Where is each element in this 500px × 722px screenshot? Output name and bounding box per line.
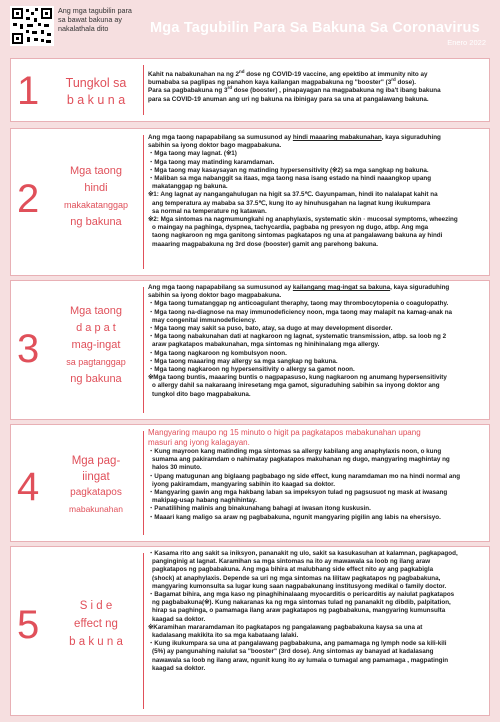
section-divider <box>143 431 144 535</box>
section-title-line: Tungkol sa <box>65 76 127 90</box>
qr-code[interactable] <box>10 6 54 46</box>
section-content: Ang mga taong napapabilang sa sumusunod ay kailangang mag-ingat sa bakuna, kaya siguraduhing sabihin sa iyong doktor bago magpabakuna. ・Mga taong tumatanggap ng anticoagulant theraphy, taong may thrombocytopenia o coagulopathy. ・Mga taong na-diagnose na may immunodeficiency noon, mga taong may malapit na kamag-anak na may congenital immunodeficiency. ・Mga taong may sakit sa puso, bato, atay, sa dugo at may development disorder. ・Mga taong nabakunahan dati at nagkaroon ng lagnat, systematic transmission, atbp. sa loob ng 2 araw pagkatapos mabakunahan, mga sintomas ng hinihinalang mga allergy. ・Mga taong nagkaroon ng kombulsyon noon. ・Mga taong maaaring may allergy sa mga sangkap ng bakuna. ・Mga taong nagkaroon ng hypersensitivity o allergy sa gamot noon. ※Mga taong buntis, maaaring buntis o nagpapasuso, kung nagkaroon ng anumang hypersensitivity o allergy dahil sa nakaraang iniresetang mga gamot, siguraduhing sabihin sa inyong doktor ang tungkol dito bago magpabakuna. <box>148 284 453 398</box>
section-title <box>57 453 135 517</box>
section-title-line: Mga taong <box>70 305 122 317</box>
section-content: ・Kasama rito ang sakit sa iniksyon, pananakit ng ulo, sakit sa kasukasuhan at kalamnan, pagkapagod, panginginig at lagnat. Karamihan sa mga sintomas na ito ay mawawala sa loob ng ilang araw pagkatapos ng pagbabakuna. Ang mga bihira at malubhang side effect nito ay ang pagkabigla (shock) at anaphylaxis. Depende sa uri ng mga sintomas na lilitaw pagkatapos ng pagbabakuna, mangyaring kumonsulta sa lugar kung saan nagpabakunang institusyong medikal o family doctor. ・Bagamat bihira, ang mga kaso ng pinaghihinalaang myocarditis o pericarditis ay naiulat pagkatapos ng pagbabakuna(※). Kung nakaranas ka ng mga sintomas tulad ng pananakit ng dibdib, palpitation, hirap sa paghinga, o pamamaga ilang araw pagkatapos ng pagbabakuna, mangyaring kumunsulta kaagad sa doktor. ※Karamihan mararamdaman ito pagkatapos ng pangalawang pagbabakuna kaysa sa una at kadalasang makikita ito sa mga kabataang lalaki. ・Kung ikukumpara sa una at pangalawang pagbabakuna, ang pamamaga ng lymph node sa kili-kili (5%) ay pangunahing naiulat sa "booster" (3rd dose). Ang sintomas ay banayad at kadalasang nawawala sa loob ng ilang araw, ngunit kung ito ay lumala o tumagal ang pamamaga , magpatingin kaagad sa doktor. <box>148 550 458 672</box>
section-cannot-vaccinate <box>10 128 490 276</box>
section-divider <box>143 553 144 709</box>
section-title-line: b a k u n a <box>66 93 126 107</box>
section-title-line: makakatanggap <box>63 200 129 210</box>
section-after-vaccination <box>10 424 490 542</box>
page-header <box>0 0 500 52</box>
section-title-line: b a k u n a <box>69 636 123 648</box>
section-title <box>57 303 135 388</box>
page-title: Mga Tagubilin Para Sa Bakuna Sa Coronavirus <box>150 20 480 36</box>
section-divider <box>143 287 144 413</box>
section-title <box>57 75 135 109</box>
section-title-line: iingat <box>82 471 110 483</box>
section-title-line: mabakunahan <box>69 504 123 514</box>
section-content: Mangyaring maupo ng 15 minuto o higit pa pagkatapos mabakunahan upang masuri ang iyong kalagayan. ・Kung mayroon kang matinding mga sintomas sa allergy kabilang ang anaphylaxis noon, o kung sumama ang pakiramdam o nahimatay pagkatapos makuhanan ng dugo, mangyaring maghintay ng halos 30 minuto. ・Upang matugunan ang biglaang pagbabago ng side effect, kung naramdaman mo na hindi normal ang iyong pakiramdam, mangyaring sabihin ito kaagad sa doktor. ・Mangyaring gawin ang mga hakbang laban sa impeksyon tulad ng pagsusuot ng mask at iwasang makipag-usap habang naghihintay. ・Panatilihing malinis ang binakunahang bahagi at iwasan itong kuskusin. ・Maaari kang maligo sa araw ng pagbabakuna, ngunit mangyaring pigilin ang labis na ehersisyo. <box>148 428 461 521</box>
section-careful-vaccinate <box>10 280 490 420</box>
section-number: 4 <box>17 465 40 509</box>
section-title-line: Mga pag- <box>71 455 121 467</box>
date-label: Enero 2022 <box>447 38 486 47</box>
section-title-line: ng bakuna <box>70 216 122 228</box>
section-content: Kahit na nabakunahan na ng 2nd dose ng COVID-19 vaccine, ang epektibo at immunity nito ay bumababa sa paglipas ng panahon kaya kailangan magpabakuna ng "booster" (3rd dose). Para sa pagbabakuna ng 3rd dose (booster) , pinapayagan na magpabakuna ng iba't ibang bakuna para sa COVID-19 anuman ang uri ng bakuna na ibinigay para sa una at pangalawang bakuna. <box>148 68 441 103</box>
section-number: 3 <box>17 327 40 371</box>
section-title-line: Mga taong <box>70 165 122 177</box>
section-number: 5 <box>17 603 40 647</box>
section-content: Ang mga taong napapabilang sa sumusunod ay hindi maaaring mabakunahan, kaya siguraduhing sabihin sa iyong doktor bago magpabakuna. ・Mga taong may lagnat. (※1) ・Mga taong may matinding karamdaman. ・Mga taong may kasaysayan ng matinding hypersensitivity (※2) sa mga sangkap ng bakuna. ・Maliban sa mga nabanggit sa itaas, mga taong nasa isang estado na hindi naaangkop upang makatanggap ng bakuna. ※1: Ang lagnat ay nangangahulugan na higit sa 37.5℃. Gayunpaman, hindi ito nalalapat kahit na ang temperatura ay mababa sa 37.5℃, kung ito ay hinuhusgahan na lagnat kung ikukumpara sa normal na temperature ng katawan. ※2: Mga sintomas na nagmumungkahi ng anaphylaxis, systematic skin · mucosal symptoms, wheezing o maingay na paghinga, dyspnea, tachycardia, pagbaba ng presyon ng dugo, atbp. Ang mga taong nagkaroon ng mga ganitong sintomas pagkatapos ng una at pangalawang bakuna ay hindi maaaring magpabakuna ng 3rd dose (booster) gamit ang parehong bakuna. <box>148 134 458 248</box>
section-title-line: hindi <box>84 182 108 194</box>
section-title-line: sa pagtanggap <box>66 357 126 367</box>
section-title <box>57 597 135 651</box>
section-about-vaccine <box>10 58 490 122</box>
section-title-line: pagkatapos <box>70 487 122 498</box>
qr-code-icon <box>10 6 54 46</box>
section-divider <box>143 135 144 269</box>
section-divider <box>143 65 144 115</box>
section-number: 1 <box>17 69 40 113</box>
section-title-line: mag-ingat <box>71 339 121 351</box>
section-title-line: effect ng <box>74 618 118 630</box>
section-number: 2 <box>17 177 40 221</box>
section-title-line: d a p a t <box>76 322 116 334</box>
section-title <box>57 163 135 231</box>
section-side-effects <box>10 546 490 716</box>
section-title-line: S i d e <box>79 600 113 612</box>
section-title-line: ng bakuna <box>70 373 122 385</box>
qr-caption: Ang mga tagubilin para sa bawat bakuna ay nakalathala dito <box>58 6 132 33</box>
